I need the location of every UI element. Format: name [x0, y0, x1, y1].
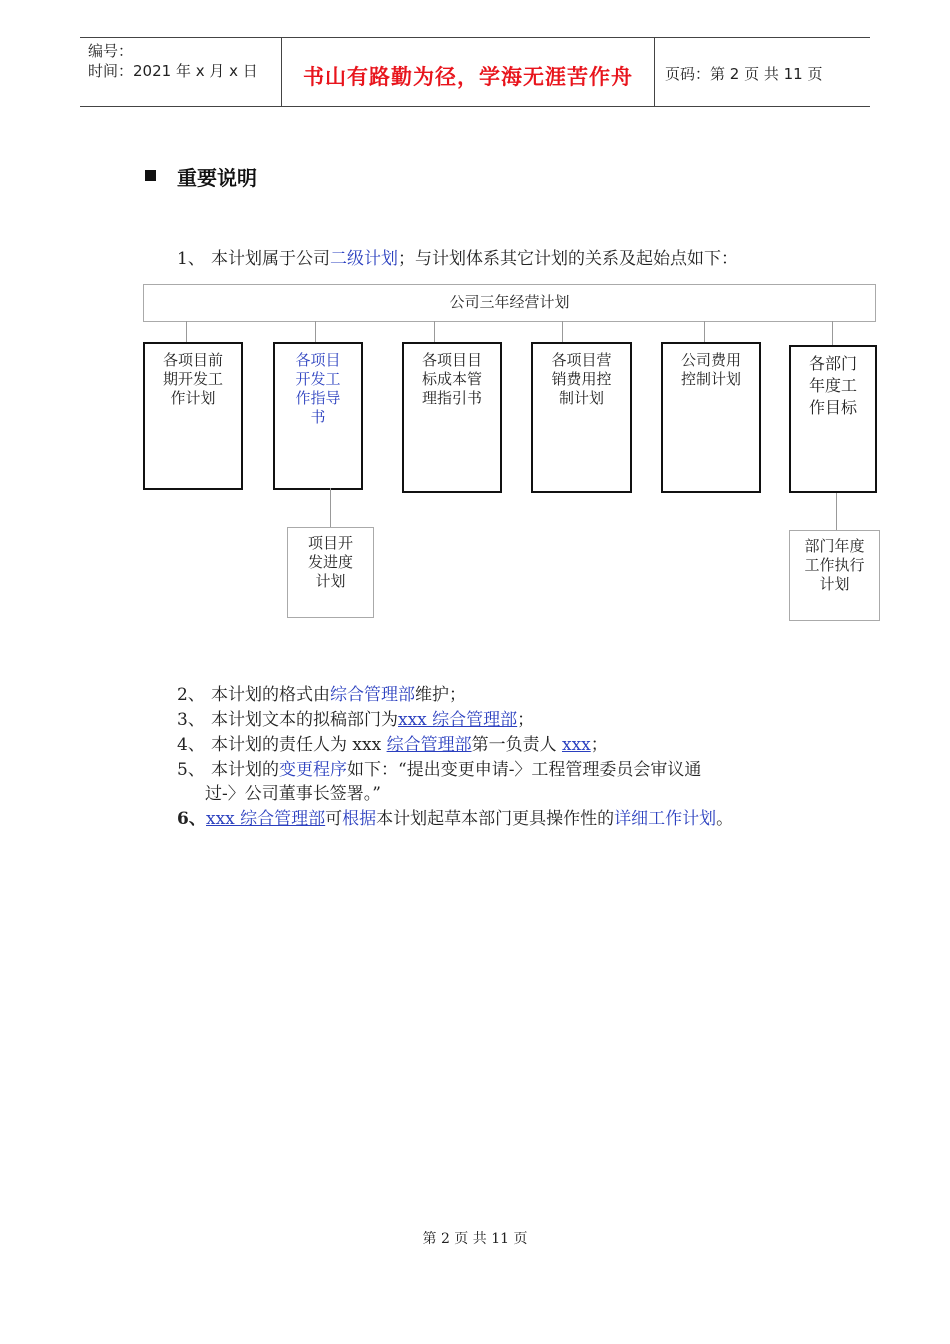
- link-change-procedure[interactable]: 变更程序: [279, 760, 347, 780]
- note-4: [177, 733, 608, 757]
- section-title: 重要说明: [177, 166, 257, 190]
- box-label: 各部门年度工作目标: [808, 354, 857, 417]
- note-2: [177, 683, 466, 707]
- note-text: 。: [716, 809, 734, 829]
- diagram-box-3: [402, 342, 502, 493]
- note-number: 4、: [177, 735, 205, 755]
- note-text: 本计划起草本部门更具操作性的: [376, 809, 615, 829]
- note-3: [177, 708, 534, 732]
- diagram-top-label: 公司三年经营计划: [449, 293, 570, 311]
- connector-line: [562, 321, 563, 342]
- note-text: 如下：“提出变更申请-〉工程管理委员会审议通: [347, 760, 702, 780]
- box-label: 项目开发进度计划: [307, 534, 353, 590]
- serial-label: 编号：: [88, 42, 134, 60]
- note-text: 维护；: [415, 685, 466, 705]
- note-5-continued: [205, 782, 381, 806]
- header-motto: 书山有路勤为径，学海无涯苦作舟: [303, 65, 633, 89]
- connector-line: [315, 321, 316, 342]
- note-number: 5、: [177, 760, 205, 780]
- note-5: [177, 758, 701, 782]
- note-text: 本计划的: [211, 760, 279, 780]
- connector-line: [836, 493, 837, 530]
- note-number: 2、: [177, 685, 205, 705]
- connector-line: [832, 321, 833, 345]
- connector-line: [186, 321, 187, 342]
- diagram-box-5: [661, 342, 761, 493]
- note-text: ；: [517, 710, 535, 730]
- link-xxx[interactable]: xxx: [561, 735, 591, 755]
- time-label: 时间：2021 年 x 月 x 日: [88, 62, 258, 80]
- link-xxx-admin-dept[interactable]: xxx 综合管理部: [398, 710, 518, 730]
- header-page-info: 页码：第 2 页 共 11 页: [665, 65, 823, 83]
- box-label: 公司费用控制计划: [680, 351, 741, 388]
- link-xxx-admin-dept[interactable]: xxx 综合管理部: [206, 809, 326, 829]
- link-admin-dept[interactable]: 综合管理部: [330, 685, 415, 705]
- diagram-top-box: [143, 284, 876, 322]
- note-text: ；: [590, 735, 608, 755]
- link-admin-dept[interactable]: 综合管理部: [386, 735, 472, 755]
- link-second-level-plan[interactable]: 二级计划: [330, 249, 398, 269]
- connector-line: [434, 321, 435, 342]
- box-label: 各项目开发工作指导书: [295, 351, 341, 426]
- note-text: 本计划的责任人为 xxx: [211, 735, 387, 755]
- note-text: 本计划的格式由: [211, 685, 330, 705]
- note-number: 6、: [177, 809, 206, 829]
- diagram-box-4: [531, 342, 632, 493]
- diagram-sub-left: [287, 527, 374, 618]
- diagram-box-2: [273, 342, 363, 490]
- note-6: [177, 807, 733, 831]
- note-number: 3、: [177, 710, 205, 730]
- connector-line: [704, 321, 705, 342]
- page-footer: 第 2 页 共 11 页: [422, 1231, 528, 1247]
- diagram-box-1: [143, 342, 243, 490]
- box-label: 各项目目标成本管理指引书: [421, 351, 482, 407]
- link-according[interactable]: 根据: [342, 809, 377, 829]
- note-text: ；与计划体系其它计划的关系及起始点如下：: [398, 249, 738, 269]
- note-text: 本计划文本的拟稿部门为: [211, 710, 398, 730]
- diagram-box-6: [789, 345, 877, 493]
- note-text: 本计划属于公司: [211, 249, 330, 269]
- connector-line: [330, 488, 331, 527]
- diagram-sub-right: [789, 530, 880, 621]
- note-text: 过-〉公司董事长签署。”: [205, 784, 381, 804]
- box-label: 部门年度工作执行计划: [804, 537, 865, 593]
- note-text: 第一负责人: [471, 735, 562, 755]
- note-text: 可: [325, 809, 343, 829]
- link-detailed-work-plan[interactable]: 详细工作计划: [614, 809, 717, 829]
- note-number: 1、: [177, 249, 205, 269]
- box-label: 各项目前期开发工作计划: [162, 351, 223, 407]
- box-label: 各项目营销费用控制计划: [551, 351, 612, 407]
